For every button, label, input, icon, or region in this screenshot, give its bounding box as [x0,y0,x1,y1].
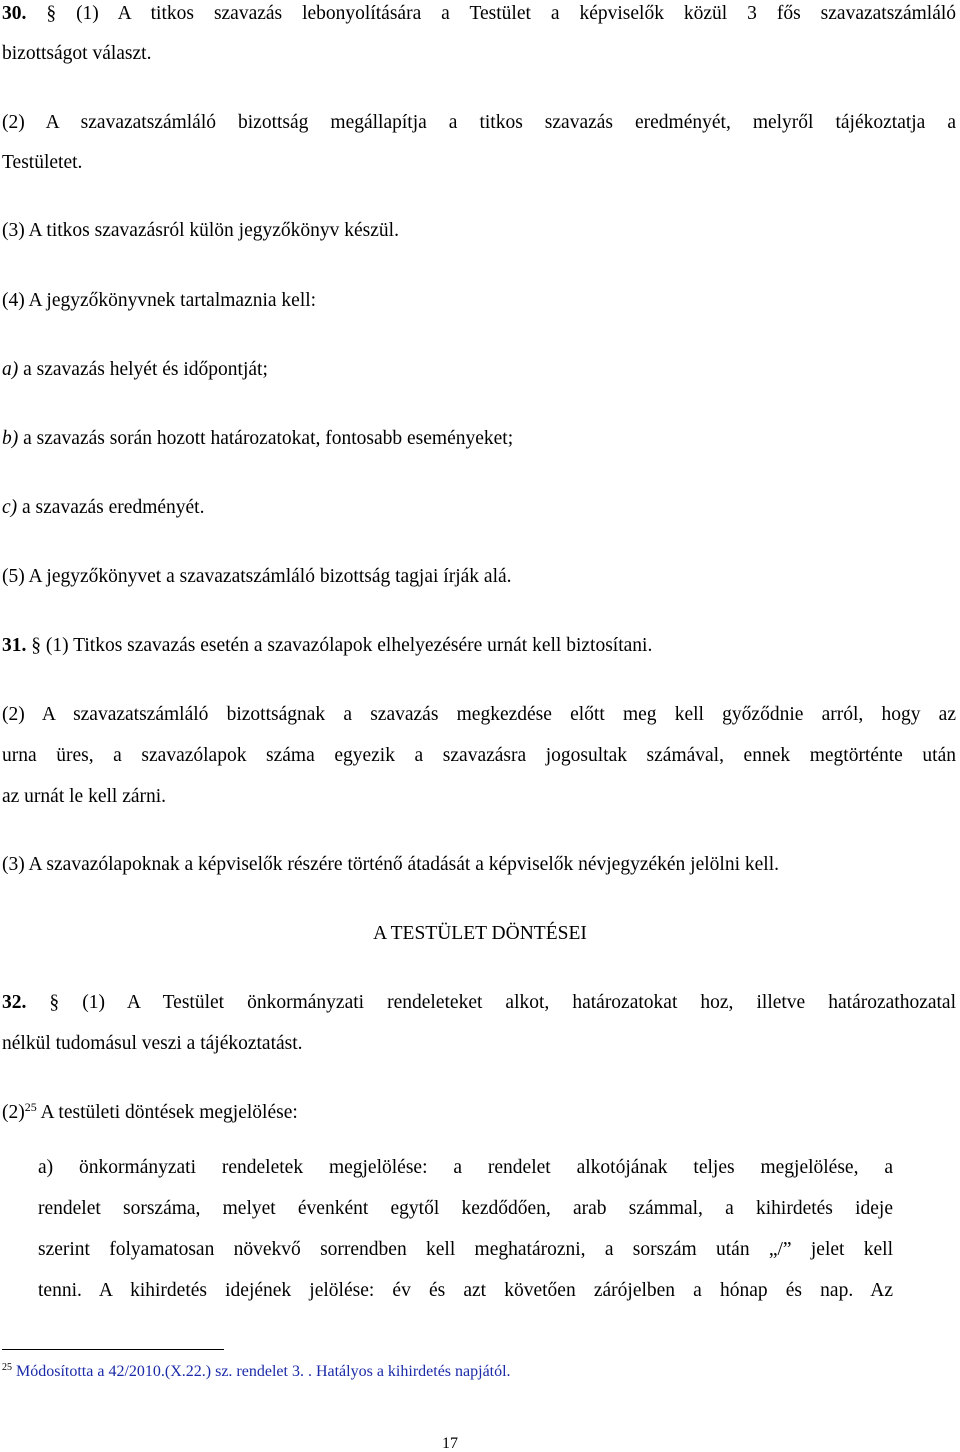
paragraph-prefix: (2) [2,1102,25,1123]
item-label: b) [2,428,19,449]
s30-item-b [2,429,513,449]
s31-p2-line3: az urnát le kell zárni. [2,786,167,807]
item-text: a szavazás eredményét. [17,497,205,518]
section-sign: § [31,635,41,656]
s32-p1-line1 [2,993,956,1013]
item-label: c) [2,497,18,518]
item-text: a szavazás során hozott határozatokat, fontosabb eseményeket; [18,428,514,449]
section-sign: § [46,3,57,24]
section-number: 32. [2,992,27,1013]
s30-item-a [2,360,268,380]
s30-p3: (3) A titkos szavazásról külön jegyzőkönyv készül. [2,220,399,241]
s31-p1 [2,636,652,656]
item-text: a szavazás helyét és időpontját; [18,359,268,380]
s31-p3: (3) A szavazólapoknak a képviselők részére történő átadását a képviselők névjegyzékén jelölni kell. [2,854,779,875]
paragraph-text: (1) Titkos szavazás esetén a szavazólapok elhelyezésére urnát kell biztosítani. [45,635,653,656]
paragraph-text: (1) A Testület önkormányzati rendeleteket alkot, határozatokat hoz, illetve határozathozatal [82,992,957,1013]
section-number: 31. [2,635,27,656]
s32-item-a-line3: szerint folyamatosan növekvő sorrendben kell meghatározni, a sorszám után „/” jelet kell [38,1239,893,1260]
s31-p2-line2: urna üres, a szavazólapok száma egyezik a szavazásra jogosultak számával, ennek megtörténte után [2,745,956,766]
s30-p5: (5) A jegyzőkönyvet a szavazatszámláló bizottság tagjai írják alá. [2,566,512,587]
section-number: 30. [2,3,27,24]
section-sign: § [49,992,60,1013]
s32-p1-line2: nélkül tudomásul veszi a tájékoztatást. [2,1033,303,1054]
item-label: a) [2,359,19,380]
section-heading: A TESTÜLET DÖNTÉSEI [373,923,587,944]
s31-p2-line1: (2) A szavazatszámláló bizottságnak a szavazás megkezdése előtt meg kell győződnie arról, hogy az [2,704,956,725]
footnote-separator [2,1349,224,1350]
paragraph-text: (1) A titkos szavazás lebonyolítására a Testület a képviselők közül 3 fős szavazatszámláló [76,3,957,24]
s32-item-a-line1: a) önkormányzati rendeletek megjelölése: a rendelet alkotójának teljes megjelölése, a [38,1157,893,1178]
s30-p1-line2: bizottságot választ. [2,43,152,64]
s30-p2-line2: Testületet. [2,152,83,173]
footnote-number: 25 [2,1362,12,1373]
footnote-text: Módosította a 42/2010.(X.22.) sz. rendelet 3. . Hatályos a kihirdetés napjától. [12,1363,511,1380]
paragraph-text: A testületi döntések megjelölése: [36,1102,298,1123]
s30-p2-line1: (2) A szavazatszámláló bizottság megállapítja a titkos szavazás eredményét, melyről tájékoztatja a [2,112,956,133]
s30-p4: (4) A jegyzőkönyvnek tartalmaznia kell: [2,290,317,311]
s30-p1-line1 [2,4,956,24]
footnote [2,1364,511,1380]
s32-p2 [2,1100,298,1123]
page-number: 17 [442,1435,458,1452]
s30-item-c [2,498,204,518]
s32-item-a-line2: rendelet sorszáma, melyet évenként egytől kezdődően, arab számmal, a kihirdetés ideje [38,1198,893,1219]
s32-item-a-line4: tenni. A kihirdetés idejének jelölése: év és azt követően zárójelben a hónap és nap. Az [38,1280,893,1301]
footnote-reference[interactable]: 25 [24,1100,37,1114]
